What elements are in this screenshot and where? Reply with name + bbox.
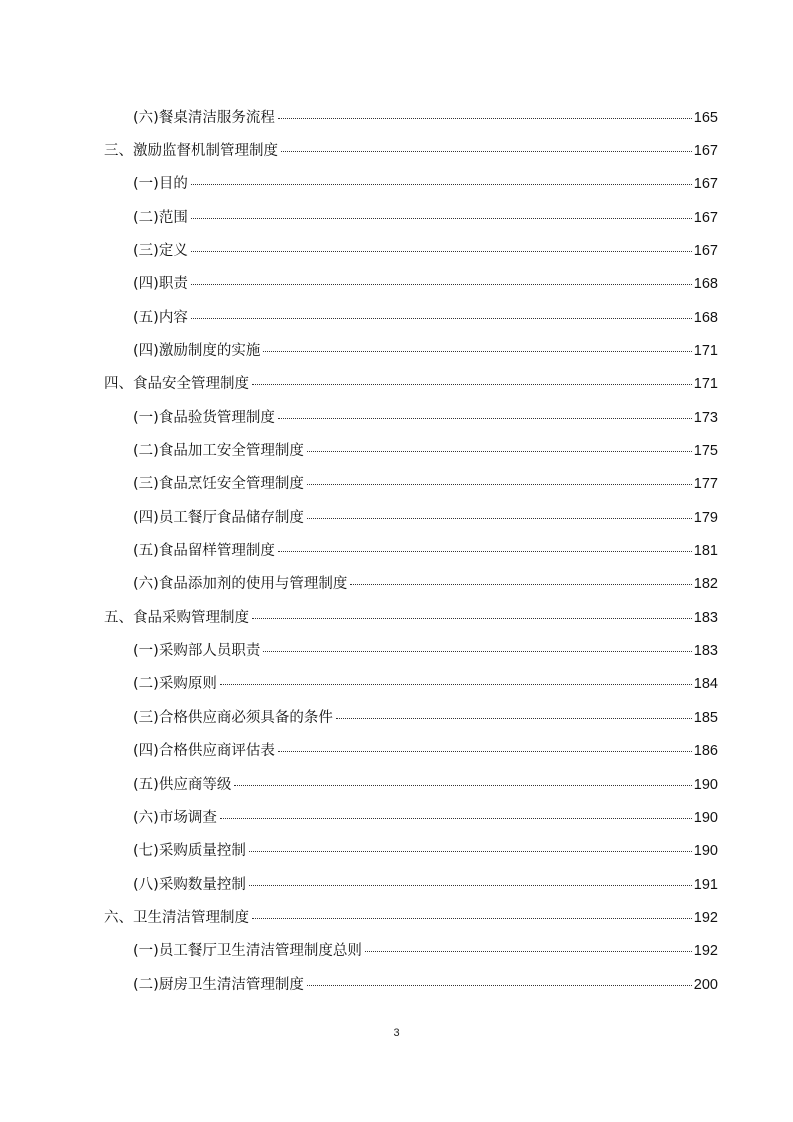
- toc-entry-title: (四)合格供应商评估表: [133, 743, 275, 760]
- toc-entry-title: (一)采购部人员职责: [133, 643, 261, 660]
- toc-dot-leader: [220, 818, 692, 819]
- toc-entry-page-number: 167: [693, 142, 718, 159]
- toc-entry-page-number: 181: [693, 543, 718, 560]
- toc-dot-leader: [307, 451, 692, 452]
- toc-subsection-entry[interactable]: [0, 299, 793, 333]
- toc-entry-page-number: 190: [693, 809, 718, 826]
- toc-entry-page-number: 200: [693, 976, 718, 993]
- toc-subsection-entry[interactable]: [0, 733, 793, 767]
- toc-entry-title: (一)目的: [133, 176, 188, 193]
- toc-subsection-entry[interactable]: [0, 866, 793, 900]
- toc-entry-page-number: 192: [693, 943, 718, 960]
- toc-dot-leader: [252, 618, 692, 619]
- toc-dot-leader: [191, 251, 692, 252]
- toc-entry-page-number: 168: [693, 276, 718, 293]
- toc-entry-page-number: 173: [693, 409, 718, 426]
- toc-entry-page-number: 171: [693, 342, 718, 359]
- toc-entry-page-number: 177: [693, 476, 718, 493]
- toc-entry-title: (三)定义: [133, 242, 188, 259]
- toc-entry-title: (二)厨房卫生清洁管理制度: [133, 976, 304, 993]
- toc-entry-page-number: 190: [693, 776, 718, 793]
- toc-subsection-entry[interactable]: [0, 99, 793, 133]
- toc-entry-title: (五)内容: [133, 309, 188, 326]
- toc-entry-title: 六、卫生清洁管理制度: [104, 909, 249, 926]
- page-number: 3: [393, 1027, 400, 1039]
- toc-subsection-entry[interactable]: [0, 933, 793, 967]
- toc-section-entry[interactable]: [0, 366, 793, 400]
- toc-entry-page-number: 175: [693, 443, 718, 459]
- toc-subsection-entry[interactable]: [0, 833, 793, 867]
- toc-dot-leader: [281, 151, 692, 152]
- toc-dot-leader: [307, 484, 692, 485]
- toc-dot-leader: [263, 351, 691, 352]
- toc-entry-page-number: 171: [693, 376, 718, 393]
- toc-entry-title: (五)食品留样管理制度: [133, 543, 275, 560]
- toc-dot-leader: [249, 851, 692, 852]
- toc-entry-title: 三、激励监督机制管理制度: [104, 142, 278, 159]
- toc-dot-leader: [252, 384, 692, 385]
- toc-entry-page-number: 190: [693, 843, 718, 860]
- toc-dot-leader: [278, 551, 692, 552]
- toc-entry-page-number: 167: [693, 176, 718, 193]
- toc-dot-leader: [249, 885, 692, 886]
- toc-dot-leader: [191, 218, 692, 219]
- toc-subsection-entry[interactable]: [0, 266, 793, 300]
- toc-entry-page-number: 179: [693, 509, 718, 526]
- toc-entry-title: (四)职责: [133, 276, 188, 293]
- toc-dot-leader: [191, 318, 692, 319]
- toc-entry-page-number: 165: [693, 109, 718, 126]
- toc-subsection-entry[interactable]: [0, 533, 793, 567]
- toc-subsection-entry[interactable]: [0, 499, 793, 533]
- toc-entry-title: (八)采购数量控制: [133, 876, 246, 893]
- toc-dot-leader: [307, 518, 692, 519]
- toc-dot-leader: [278, 418, 692, 419]
- toc-subsection-entry[interactable]: [0, 966, 793, 1000]
- toc-entry-title: (二)食品加工安全管理制度: [133, 443, 304, 459]
- toc-entry-page-number: 167: [693, 242, 718, 259]
- toc-entry-page-number: 182: [693, 576, 718, 593]
- toc-entry-title: (二)范围: [133, 209, 188, 226]
- toc-entry-title: (四)激励制度的实施: [133, 342, 261, 359]
- toc-subsection-entry[interactable]: [0, 633, 793, 667]
- toc-entry-title: (一)食品验货管理制度: [133, 409, 275, 426]
- toc-entry-page-number: 186: [693, 743, 718, 760]
- toc-entry-title: (三)合格供应商必须具备的条件: [133, 709, 333, 726]
- toc-dot-leader: [365, 951, 692, 952]
- toc-subsection-entry[interactable]: [0, 466, 793, 500]
- toc-entry-title: (一)员工餐厅卫生清洁管理制度总则: [133, 943, 362, 960]
- toc-subsection-entry[interactable]: [0, 232, 793, 266]
- toc-entry-page-number: 184: [693, 676, 718, 693]
- toc-dot-leader: [278, 751, 692, 752]
- toc-entry-title: 四、食品安全管理制度: [104, 376, 249, 393]
- toc-entry-page-number: 167: [693, 209, 718, 226]
- toc-entry-title: (六)食品添加剂的使用与管理制度: [133, 576, 348, 593]
- toc-subsection-entry[interactable]: [0, 799, 793, 833]
- toc-subsection-entry[interactable]: [0, 332, 793, 366]
- toc-entry-title: (五)供应商等级: [133, 776, 232, 793]
- toc-dot-leader: [234, 785, 691, 786]
- toc-entry-title: (四)员工餐厅食品储存制度: [133, 509, 304, 526]
- toc-entry-page-number: 192: [693, 909, 718, 926]
- toc-subsection-entry[interactable]: [0, 399, 793, 433]
- toc-entry-page-number: 183: [693, 643, 718, 660]
- toc-subsection-entry[interactable]: [0, 699, 793, 733]
- toc-subsection-entry[interactable]: [0, 199, 793, 233]
- toc-dot-leader: [350, 584, 691, 585]
- toc-dot-leader: [278, 118, 692, 119]
- toc-entry-title: (七)采购质量控制: [133, 843, 246, 860]
- toc-subsection-entry[interactable]: [0, 566, 793, 600]
- toc-dot-leader: [336, 718, 692, 719]
- toc-dot-leader: [252, 918, 692, 919]
- toc-dot-leader: [220, 684, 692, 685]
- toc-entry-title: (六)市场调查: [133, 809, 217, 826]
- toc-subsection-entry[interactable]: [0, 766, 793, 800]
- toc-entry-page-number: 185: [693, 709, 718, 726]
- toc-entry-title: (六)餐桌清洁服务流程: [133, 109, 275, 126]
- toc-subsection-entry[interactable]: [0, 666, 793, 700]
- toc-subsection-entry[interactable]: [0, 166, 793, 200]
- toc-entry-page-number: 183: [693, 609, 718, 626]
- toc-dot-leader: [263, 651, 691, 652]
- toc-entry-title: 五、食品采购管理制度: [104, 609, 249, 626]
- toc-section-entry[interactable]: [0, 599, 793, 633]
- toc-section-entry[interactable]: [0, 899, 793, 933]
- toc-entry-title: (三)食品烹饪安全管理制度: [133, 476, 304, 493]
- toc-entry-page-number: 191: [693, 876, 718, 893]
- toc-dot-leader: [191, 184, 692, 185]
- toc-dot-leader: [191, 284, 692, 285]
- toc-subsection-entry[interactable]: [0, 433, 793, 467]
- toc-section-entry[interactable]: [0, 132, 793, 166]
- toc-entry-title: (二)采购原则: [133, 676, 217, 693]
- toc-entry-page-number: 168: [693, 309, 718, 326]
- toc-dot-leader: [307, 985, 692, 986]
